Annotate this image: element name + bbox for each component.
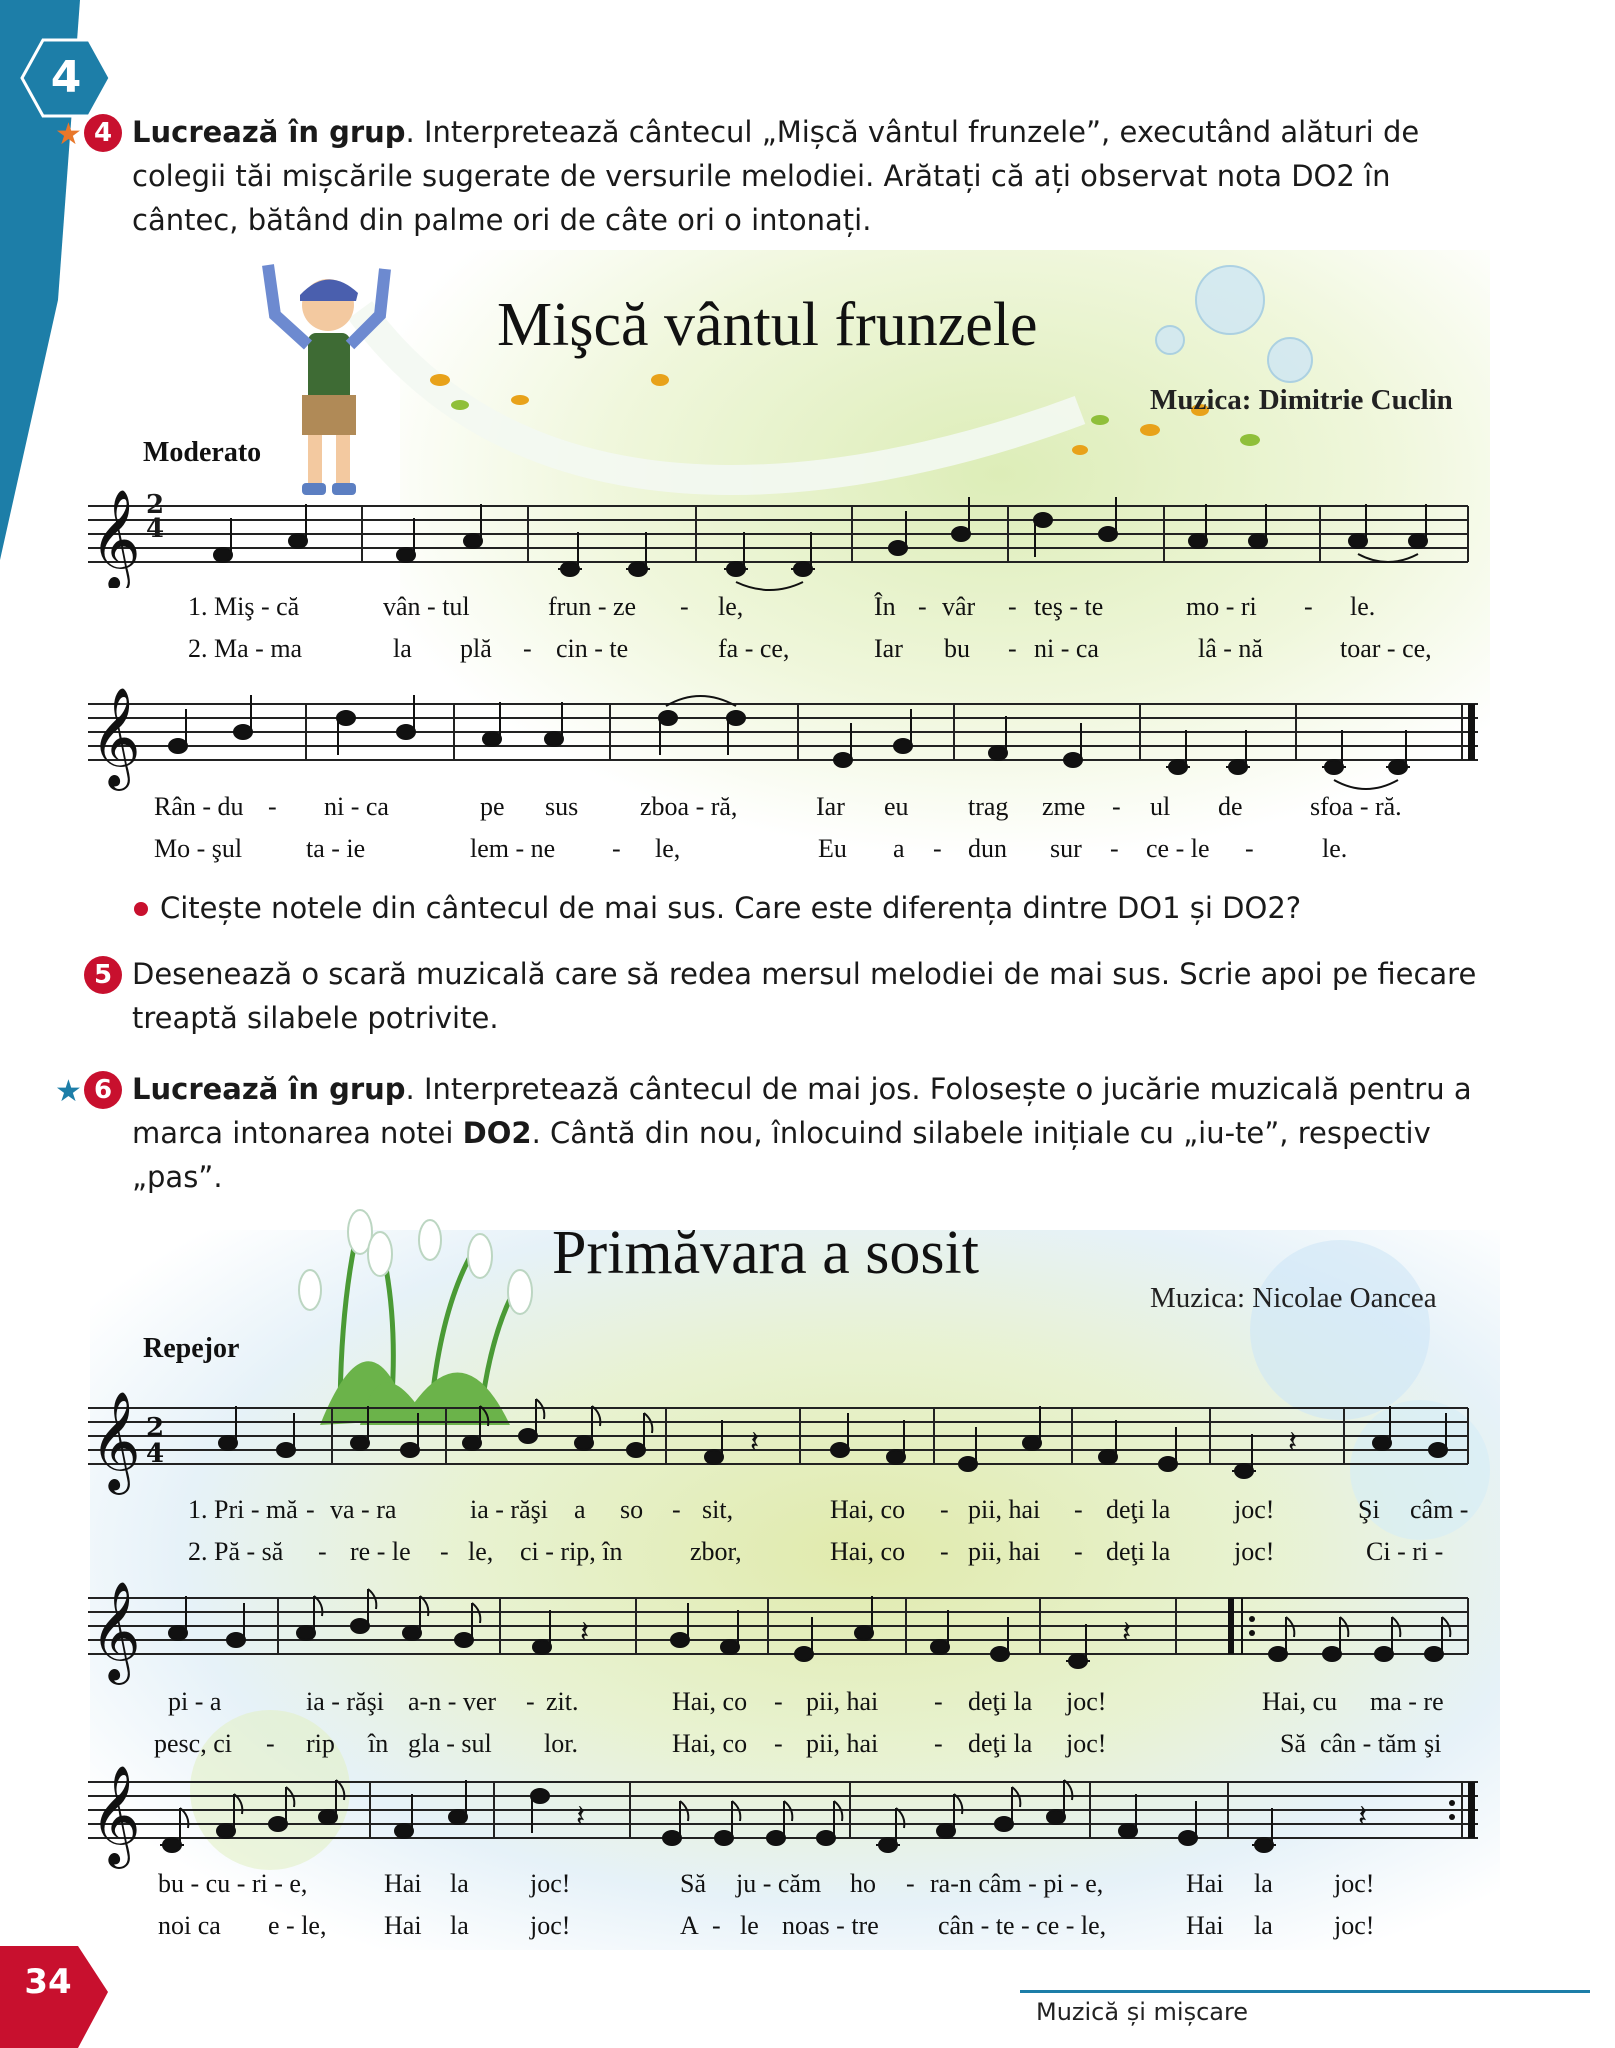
lyric: - [934,1687,943,1716]
lyric: la [1254,1869,1273,1898]
lyric: În [874,592,896,621]
lyric: - [1074,1495,1083,1524]
lyric: cin - te [556,634,629,663]
treble-clef-icon: 𝄞 [90,1581,141,1681]
lyric: - [266,1729,275,1758]
lyric: - [940,1495,949,1524]
lyric: a-n - ver [408,1687,497,1716]
time-bottom: 4 [146,514,165,544]
lyric: zme [1042,792,1086,821]
time-top: 2 [146,1413,165,1443]
lyric: 2. Ma - ma [188,634,303,663]
lyric: pii, hai [806,1729,879,1758]
lyric: ra-n câm - pi - e, [930,1869,1104,1898]
lyric: joc! [1234,1537,1275,1566]
lyric: de [1218,792,1243,821]
lyric: Eu [818,834,847,863]
unit-number: 4 [50,52,82,103]
lyric: ce - le [1146,834,1210,863]
treble-clef-icon: 𝄞 [90,687,141,787]
lyric: frun - ze [548,592,637,621]
rest-icon: 𝄽 [1358,1799,1368,1834]
lyric: ma - re [1370,1687,1444,1716]
lyric: re - le [350,1537,411,1566]
task-6-body-a: . Interpretează cântecul de mai jos. Folosește o jucărie muzicală pentru a marca intonarea notei [132,1072,1472,1150]
lyric: va - ra [330,1495,397,1524]
lyric: cân - tăm [1320,1729,1417,1758]
lyric: Mo - şul [154,834,243,863]
lyric: fa - ce, [718,634,790,663]
rest-icon: 𝄽 [576,1799,586,1834]
lyric: la [393,634,412,663]
rest-icon: 𝄽 [1288,1425,1298,1460]
task-4-number: 4 [84,114,122,152]
lyric: le, [468,1537,494,1566]
lyric: - [918,592,927,621]
lyric: bu [944,634,970,663]
task-6-number: 6 [84,1071,122,1109]
lyric: 1. Miş - că [188,592,300,621]
lyric: deţi la [968,1729,1033,1758]
lyric: la [1254,1911,1273,1940]
lyric: joc! [1334,1911,1375,1940]
song1-title: Mişcă vântul frunzele [497,291,1038,359]
treble-clef-icon: 𝄞 [90,1391,141,1491]
lyric: lor. [544,1729,578,1758]
lyric: noas - tre [782,1911,879,1940]
lyric: sit, [702,1495,734,1524]
lyric: Hai [384,1869,422,1898]
lyric: la [450,1911,469,1940]
lyric: Şi [1358,1495,1380,1524]
lyric: joc! [1066,1687,1107,1716]
lyric: ci - rip, în [520,1537,623,1566]
task-5-number: 5 [84,956,122,994]
lyric: lâ - nă [1198,634,1263,663]
lyric: - [268,792,277,821]
lyric: Iar [874,634,903,663]
lyric: - [1008,634,1017,663]
star-icon: ★ [55,117,82,152]
lyric: - [1304,592,1313,621]
lyric: le. [1350,592,1376,621]
lyric: - [774,1687,783,1716]
lyric: gla - sul [408,1729,492,1758]
lyric: 2. Pă - să [188,1537,284,1566]
lyric: joc! [530,1869,571,1898]
lyric: dun [968,834,1007,863]
lyric: Hai, co [672,1687,748,1716]
rest-icon: 𝄽 [1122,1615,1132,1650]
lyric: ia - răşi [306,1687,384,1716]
lyric: a [893,834,905,863]
bullet-icon [134,902,148,916]
task-6-strong: Lucrează în grup [132,1072,406,1106]
lyric: vân - tul [383,592,470,621]
song1-notes-1 [88,488,1488,598]
lyric: pii, hai [806,1687,879,1716]
rest-icon: 𝄽 [750,1425,760,1460]
lyric: - [906,1869,915,1898]
song1-staff-2 [88,686,1488,806]
lyric: joc! [1334,1869,1375,1898]
lyric: A [680,1911,699,1940]
lyric: rip [306,1729,335,1758]
task-6-strong-2: DO2 [462,1116,532,1150]
lyric: ni - ca [324,792,389,821]
boy-illustration [260,255,400,505]
lyric: zit. [546,1687,579,1716]
lyric: joc! [1234,1495,1275,1524]
lyric: - [1074,1537,1083,1566]
lyric: teş - te [1034,592,1104,621]
lyric: - [1112,792,1121,821]
lyric: trag [968,792,1009,821]
footer-text: Muzică și mișcare [1036,1998,1249,2026]
lyric: le, [655,834,681,863]
lyric: Hai, cu [1262,1687,1338,1716]
lyric: 1. Pri - mă [188,1495,298,1524]
footer-rule [1020,1990,1590,1993]
lyric: - [680,592,689,621]
song2-staff-2 [88,1580,1488,1690]
lyric: cân - te - ce - le, [938,1911,1107,1940]
song2-staff-3 [88,1764,1488,1874]
lyric: la [450,1869,469,1898]
star-icon: ★ [55,1074,82,1109]
lyric: ju - căm [736,1869,822,1898]
lyric: - [712,1911,721,1940]
lyric: plă [460,634,492,663]
lyric: Hai, co [672,1729,748,1758]
lyric: sfoa - ră. [1310,792,1402,821]
lyric: pii, hai [968,1495,1041,1524]
task-6-body-b: . Cântă din nou, înlocuind silabele inițiale cu „iu-te”, respectiv „pas”. [132,1116,1431,1194]
lyric: şi [1424,1729,1442,1758]
lyric: noi ca [158,1911,221,1940]
lyric: lem - ne [470,834,556,863]
task-5-text: Desenează o scară muzicală care să redea mersul melodiei de mai sus. Scrie apoi pe fiecare treaptă silabele potrivite. [132,957,1477,1035]
lyric: zboa - ră, [640,792,738,821]
time-top: 2 [146,490,165,520]
lyric: ta - ie [306,834,366,863]
lyric: Iar [816,792,845,821]
lyric: a [574,1495,586,1524]
lyric: - [774,1729,783,1758]
lyric: Rân - du [154,792,244,821]
lyric: Să [1280,1729,1306,1758]
lyric: joc! [1066,1729,1107,1758]
lyric: - [1008,592,1017,621]
lyric: pe [480,792,505,821]
lyric: - [440,1537,449,1566]
lyric: - [940,1537,949,1566]
lyric: - [612,834,621,863]
lyric: joc! [530,1911,571,1940]
song1-composer: Muzica: Dimitrie Cuclin [1150,384,1453,416]
lyric: mo - ri [1186,592,1257,621]
lyric: în [368,1729,389,1758]
lyric: câm - [1410,1495,1469,1524]
lyric: bu - cu - ri - e, [158,1869,308,1898]
task-4-body: . Interpretează cântecul „Mișcă vântul frunzele”, executând alături de colegii tăi mișcările sugerate de versurile melodiei. Arătați că ați observat nota DO2 în cântec, bătând din palme ori de câte ori o intonați. [132,115,1420,237]
lyric: - [318,1537,327,1566]
lyric: so [620,1495,644,1524]
lyric: pesc, ci [154,1729,232,1758]
lyric: zbor, [690,1537,742,1566]
lyric: e - le, [268,1911,327,1940]
song2-composer: Muzica: Nicolae Oancea [1150,1282,1437,1314]
bullet-question: Citește notele din cântecul de mai sus. Care este diferența dintre DO1 și DO2? [160,891,1302,925]
lyric: ni - ca [1034,634,1099,663]
lyric: - [1245,834,1254,863]
lyric: ho [850,1869,876,1898]
lyric: Să [680,1869,706,1898]
task-4-strong: Lucrează în grup [132,115,406,149]
lyric: - [934,1729,943,1758]
lyric: pii, hai [968,1537,1041,1566]
song2-staff-1 [88,1390,1488,1500]
song1-tempo: Moderato [143,437,262,468]
treble-clef-icon: 𝄞 [90,489,141,588]
lyric: - [526,1687,535,1716]
time-bottom: 4 [146,1439,165,1469]
lyric: pi - a [168,1687,222,1716]
lyric: - [1110,834,1119,863]
lyric: deţi la [968,1687,1033,1716]
lyric: le, [718,592,744,621]
lyric: le [740,1911,759,1940]
lyric: - [523,634,532,663]
lyric: toar - ce, [1340,634,1432,663]
lyric: sus [545,792,579,821]
lyric: Hai, co [830,1537,906,1566]
lyric: sur [1050,834,1082,863]
lyric: - [306,1495,315,1524]
song2-title: Primăvara a sosit [552,1219,980,1287]
song2-tempo: Repejor [143,1333,240,1364]
lyric: ia - răşi [470,1495,548,1524]
task-4-text [132,110,1502,242]
rest-icon: 𝄽 [580,1615,590,1650]
lyric: vâr [942,592,976,621]
lyric: deţi la [1106,1495,1171,1524]
lyric: Hai, co [830,1495,906,1524]
lyric: - [672,1495,681,1524]
lyric: Hai [1186,1869,1224,1898]
lyric: Hai [384,1911,422,1940]
lyric: le. [1322,834,1348,863]
treble-clef-icon: 𝄞 [90,1765,141,1865]
page-number: 34 [24,1962,72,2002]
lyric: - [933,834,942,863]
lyric: Hai [1186,1911,1224,1940]
lyric: Ci - ri - [1366,1537,1444,1566]
lyric: eu [884,792,909,821]
lyric: ul [1150,792,1171,821]
lyric: deţi la [1106,1537,1171,1566]
